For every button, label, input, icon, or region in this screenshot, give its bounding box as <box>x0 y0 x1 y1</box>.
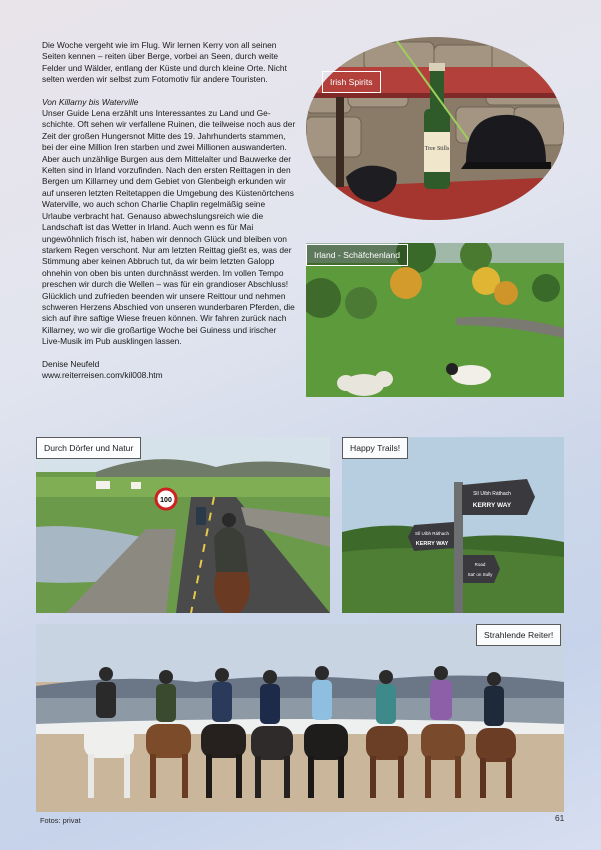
photo-beach-riders <box>36 624 564 812</box>
sign-top-line1: Slí Uíbh Ráthach <box>473 491 511 497</box>
sign-left-line1: Slí Uíbh Ráthach <box>414 531 450 536</box>
article-body: Unser Guide Lena erzählt uns Interessantes zu Land und Geschichte. Oft sehen wir verfallene Ruinen, die teilweise noch aus der Zeit der großen Hungersnot Mitte des 19. Jahrhunderts stammen, bei der eine Million Iren starben und zwei Millionen auswanderten. Aber auch unzählige Burgen aus dem Mittelalter und Bauwerke der Kelten sind in Irland vorzufinden. Nach den ersten Reittagen in den Bergen um Killarney und dem Gebiet von Glenbeigh erkunden wir auf unseren letzten Reitetappen die Umgebung des Küstenörtchens Waterville, wo auch schon Charlie Chaplin regelmäßig seine Urlaube verbracht hat. Genauso abwechslungsreich wie die Landschaft ist das Wetter in Irland. Auch wenn es für Mai ungewöhnlich frisch ist, haben wir dennoch Glück und bleiben von starkem Regen verschont. Nur am letzten Reittag gießt es, was der Stimmung aber keinen Abbruch tut, da wir beim letzten Galopp ohnehin von oben bis unten durchnässt werden. Im vollen Tempo preschen wir durch die Wellen – was für ein grandioser Abschluss! Glücklich und zufrieden beenden wir unsere Reittour und nehmen schweren Herzens Abschied von unseren wunderbaren Pferden, die sich auf ihre saftige Wiese freuen können. Wir fahren zurück nach Killarney, wo wir die großartige Woche bei Guiness und irischer Live-Musik im Pub ausklingen lassen. <box>42 108 296 347</box>
speed-sign-text: 100 <box>160 497 172 504</box>
sign-top-line2: KERRY WAY <box>472 502 512 509</box>
article-subheading: Von Killarny bis Waterville <box>42 96 139 107</box>
irish-spirits-illustration <box>306 37 564 220</box>
article-author: Denise Neufeld <box>42 358 100 369</box>
caption-irish-spirits: Irish Spirits <box>322 71 381 93</box>
bottle-label: Tree Stills <box>424 146 450 152</box>
caption-beach: Strahlende Reiter! <box>476 624 561 646</box>
beach-illustration <box>36 624 564 812</box>
article-intro: Die Woche vergeht wie im Flug. Wir lernen Kerry von all seinen Seiten kennen – reiten über Berge, vorbei an Seen, durch weite Felder und Wälder, entlang der Küste und durch kleine Orte. Nicht selten werden wir selbst zum Fotomotiv für andere Touristen. <box>42 40 287 85</box>
sign-bottom-line1: Road <box>474 562 486 567</box>
sign-left-line2: KERRY WAY <box>415 541 449 547</box>
caption-sheep: Irland - Schäfchenland <box>306 244 408 266</box>
caption-trails: Happy Trails! <box>342 437 408 459</box>
photo-credit: Fotos: privat <box>40 816 81 825</box>
village-illustration <box>36 437 330 613</box>
photo-happy-trails <box>342 437 564 613</box>
sheep-illustration <box>306 243 564 397</box>
caption-village: Durch Dörfer und Natur <box>36 437 141 459</box>
photo-sheep-landscape <box>306 243 564 397</box>
trails-illustration <box>342 437 564 613</box>
page-number: 61 <box>555 813 565 823</box>
article-column <box>42 40 296 381</box>
sign-bottom-line2: Sat' on Sully <box>467 572 493 577</box>
photo-irish-spirits <box>306 37 564 220</box>
article-url: www.reiterreisen.com/kil008.htm <box>42 369 163 380</box>
photo-village-road <box>36 437 330 613</box>
